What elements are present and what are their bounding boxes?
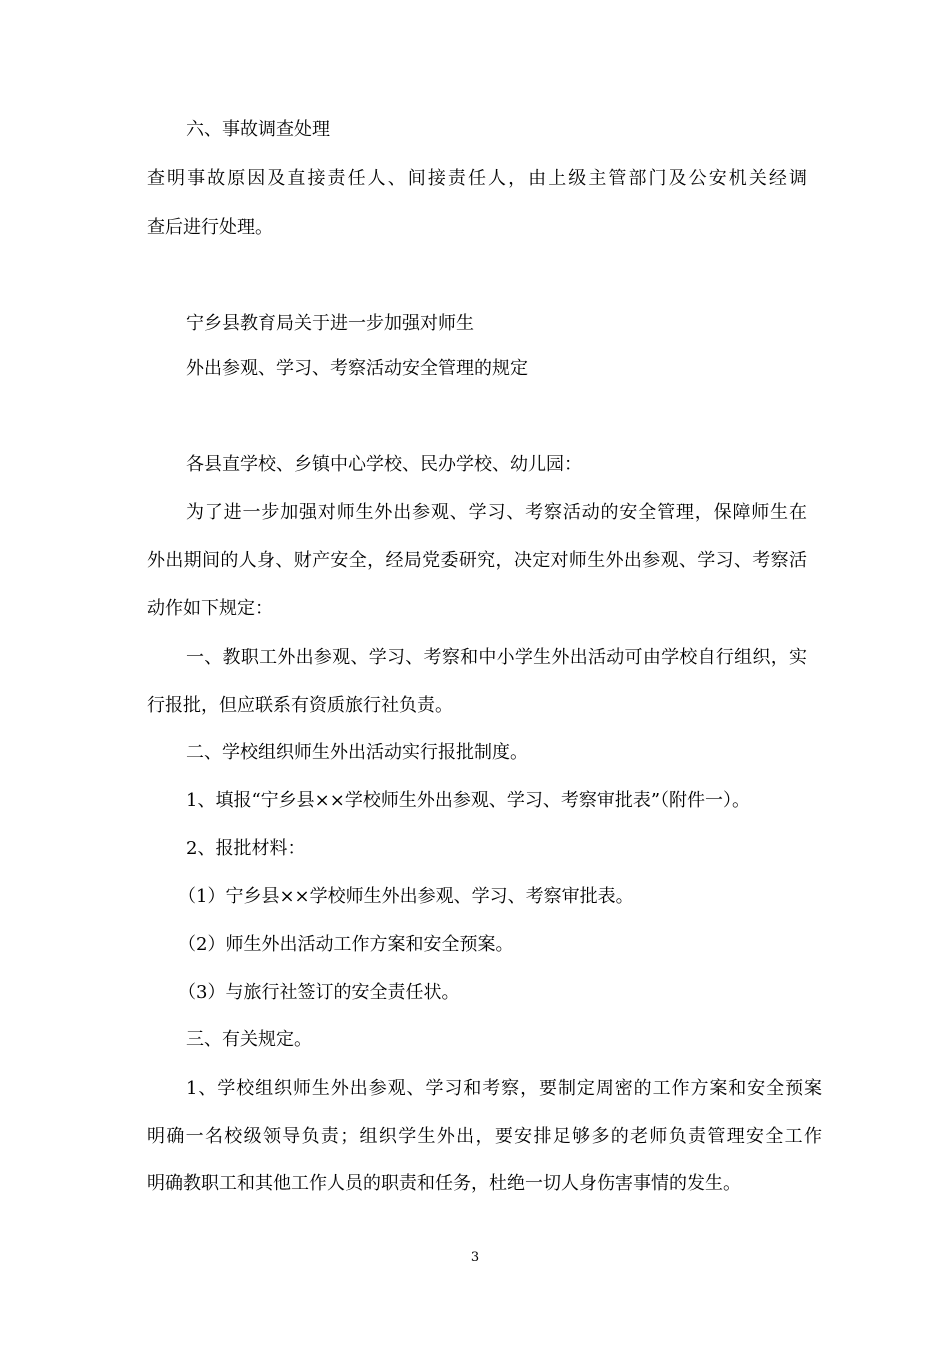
body-line: 一、教职工外出参观、学习、考察和中小学生外出活动可由学校自行组织，实 [186,647,807,668]
list-item: （3）与旅行社签订的安全责任状。 [178,982,460,1003]
body-line: 2、报批材料： [186,838,306,859]
section-heading-regulations: 三、有关规定。 [186,1029,312,1050]
body-line: 查后进行处理。 [147,217,273,238]
document-title-line-2: 外出参观、学习、考察活动安全管理的规定 [186,358,528,379]
body-line: 动作如下规定： [147,598,273,619]
section-heading-approval-system: 二、学校组织师生外出活动实行报批制度。 [186,742,528,763]
document-title-line-1: 宁乡县教育局关于进一步加强对师生 [186,313,474,334]
body-line: 明确教职工和其他工作人员的职责和任务，杜绝一切人身伤害事情的发生。 [147,1173,741,1194]
recipients-line: 各县直学校、乡镇中心学校、民办学校、幼儿园： [186,454,582,475]
body-line: 查明事故原因及直接责任人、间接责任人，由上级主管部门及公安机关经调 [147,168,807,189]
body-line: 1、学校组织师生外出参观、学习和考察，要制定周密的工作方案和安全预案 [186,1078,822,1099]
body-line: 行报批，但应联系有资质旅行社负责。 [147,695,453,716]
page-number: 3 [470,1250,480,1265]
list-item: （2）师生外出活动工作方案和安全预案。 [178,934,514,955]
body-line: 明确一名校级领导负责；组织学生外出，要安排足够多的老师负责管理安全工作 [147,1126,822,1147]
body-line: 为了进一步加强对师生外出参观、学习、考察活动的安全管理，保障师生在 [186,502,807,523]
body-line: 1、填报“宁乡县××学校师生外出参观、学习、考察审批表”（附件一）。 [186,790,751,811]
section-heading-accident-investigation: 六、事故调查处理 [186,119,330,140]
body-line: 外出期间的人身、财产安全，经局党委研究，决定对师生外出参观、学习、考察活 [147,550,807,571]
list-item: （1）宁乡县××学校师生外出参观、学习、考察审批表。 [178,886,634,907]
